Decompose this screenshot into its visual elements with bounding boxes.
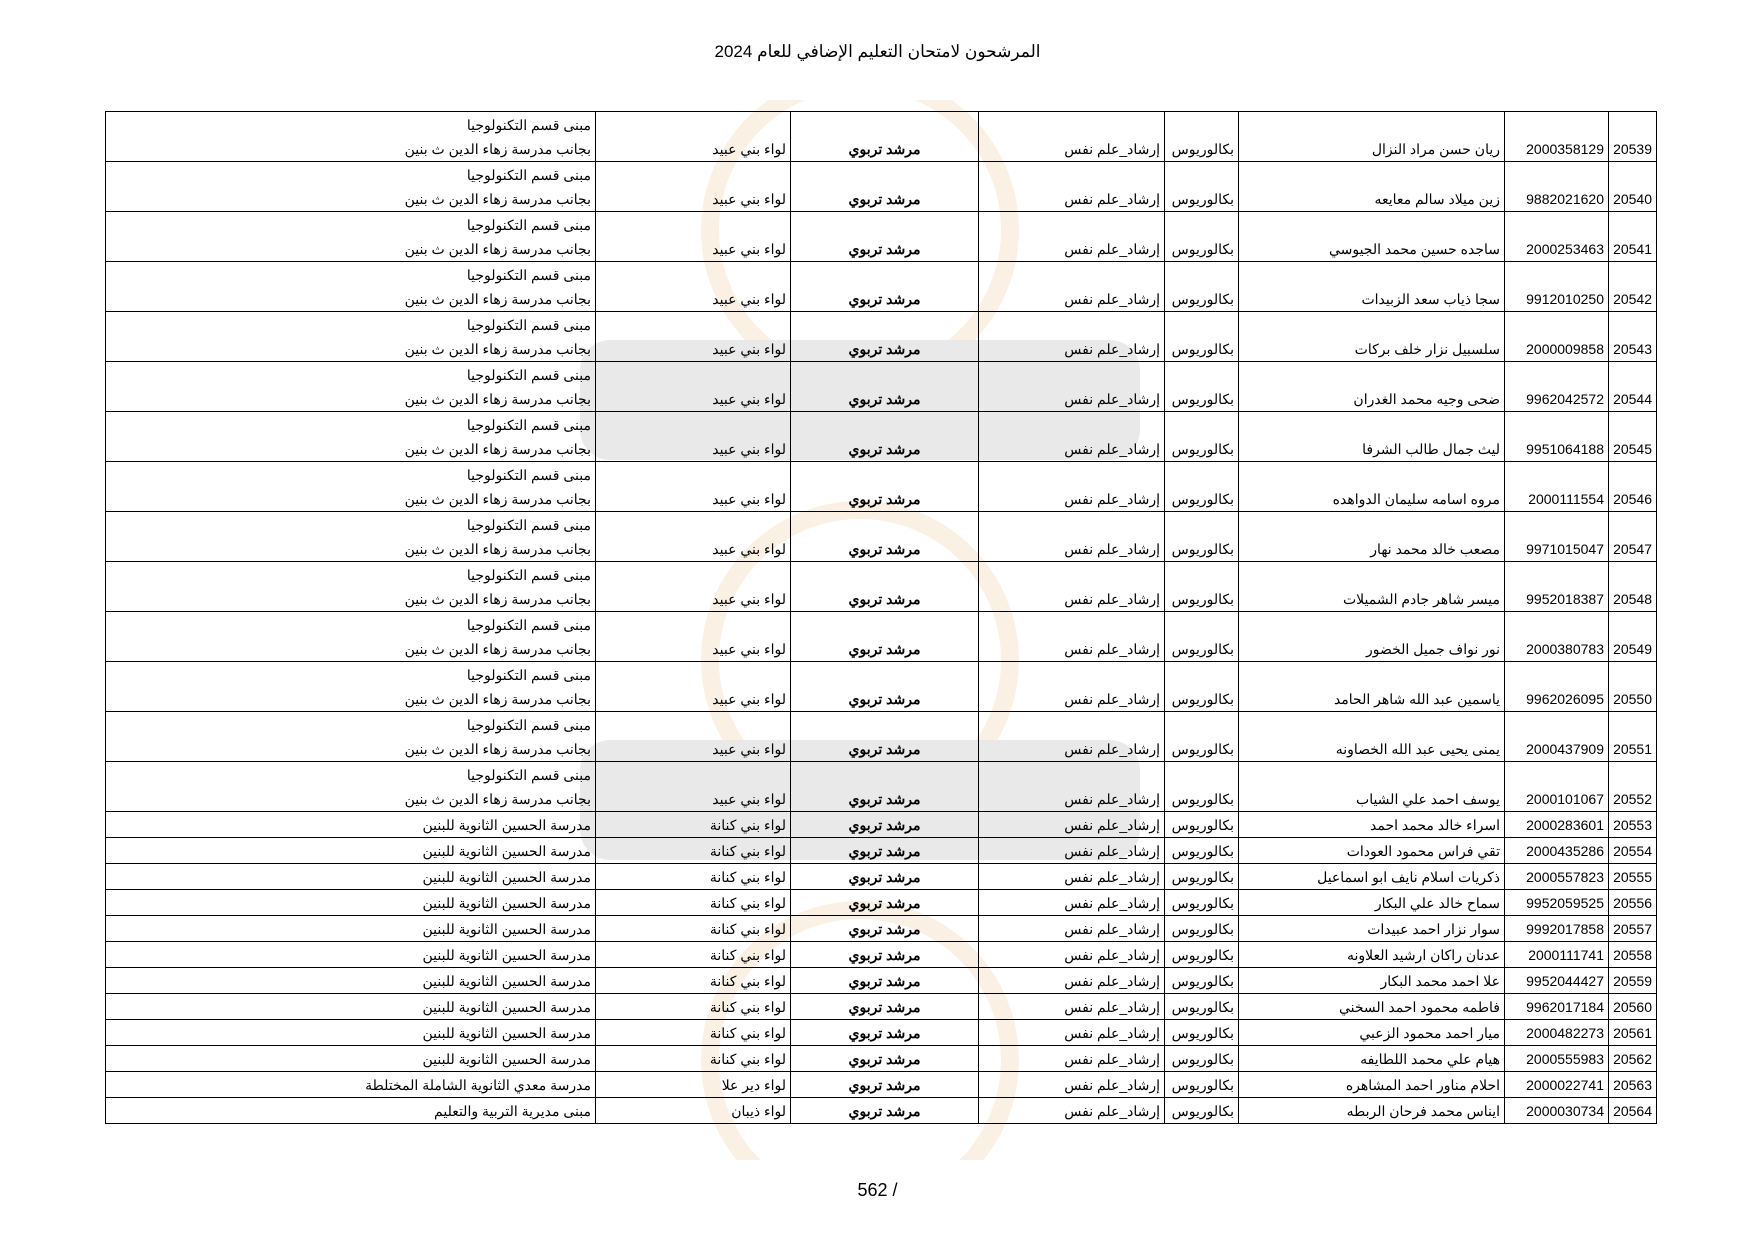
specialization-cell: إرشاد_علم نفس <box>979 412 1165 462</box>
exam-hall-line-2: بجانب مدرسة زهاء الدين ث بنين <box>404 141 591 157</box>
directorate-cell: لواء دير علا <box>596 1072 791 1098</box>
job-title-cell: مرشد تربوي <box>791 864 979 890</box>
specialization-cell: إرشاد_علم نفس <box>979 162 1165 212</box>
national-id-cell: 9962042572 <box>1505 362 1609 412</box>
national-id-cell: 2000437909 <box>1505 712 1609 762</box>
national-id-cell: 2000482273 <box>1505 1020 1609 1046</box>
exam-hall-line-1: مدرسة معدي الثانوية الشاملة المختلطة <box>365 1077 591 1093</box>
table-row <box>106 994 1657 1020</box>
degree-cell: بكالوريوس <box>1165 412 1239 462</box>
exam-hall-line-1: مدرسة الحسين الثانوية للبنين <box>422 895 591 911</box>
degree-cell: بكالوريوس <box>1165 864 1239 890</box>
national-id-cell: 9952018387 <box>1505 562 1609 612</box>
name-cell: نور نواف جميل الخضور <box>1239 612 1505 662</box>
seq-cell: 20539 <box>1609 112 1657 162</box>
job-title-cell: مرشد تربوي <box>791 662 979 712</box>
table-row <box>106 412 1657 462</box>
job-title-cell: مرشد تربوي <box>791 112 979 162</box>
specialization-cell: إرشاد_علم نفس <box>979 112 1165 162</box>
directorate-cell: لواء بني كنانة <box>596 1020 791 1046</box>
exam-hall-line-1: مبنى قسم التكنولوجيا <box>466 617 591 633</box>
specialization-cell: إرشاد_علم نفس <box>979 968 1165 994</box>
candidates-table <box>105 111 1657 1124</box>
national-id-cell: 9971015047 <box>1505 512 1609 562</box>
exam-hall-cell <box>106 662 596 712</box>
directorate-cell: لواء بني عبيد <box>596 612 791 662</box>
job-title-cell: مرشد تربوي <box>791 1072 979 1098</box>
national-id-cell: 2000022741 <box>1505 1072 1609 1098</box>
name-cell: اسراء خالد محمد احمد <box>1239 812 1505 838</box>
seq-cell: 20558 <box>1609 942 1657 968</box>
exam-hall-line-1: مبنى قسم التكنولوجيا <box>466 667 591 683</box>
exam-hall-cell <box>106 362 596 412</box>
specialization-cell: إرشاد_علم نفس <box>979 994 1165 1020</box>
specialization-cell: إرشاد_علم نفس <box>979 916 1165 942</box>
directorate-cell: لواء بني عبيد <box>596 762 791 812</box>
name-cell: ريان حسن مراد النزال <box>1239 112 1505 162</box>
degree-cell: بكالوريوس <box>1165 512 1239 562</box>
specialization-cell: إرشاد_علم نفس <box>979 762 1165 812</box>
national-id-cell: 9962017184 <box>1505 994 1609 1020</box>
directorate-cell: لواء بني عبيد <box>596 162 791 212</box>
exam-hall-line-1: مدرسة الحسين الثانوية للبنين <box>422 843 591 859</box>
table-row <box>106 1072 1657 1098</box>
table-row <box>106 162 1657 212</box>
directorate-cell: لواء بني عبيد <box>596 262 791 312</box>
degree-cell: بكالوريوس <box>1165 562 1239 612</box>
seq-cell: 20550 <box>1609 662 1657 712</box>
table-row <box>106 662 1657 712</box>
exam-hall-line-1: مدرسة الحسين الثانوية للبنين <box>422 921 591 937</box>
exam-hall-cell <box>106 942 596 968</box>
name-cell: يوسف احمد علي الشياب <box>1239 762 1505 812</box>
seq-cell: 20564 <box>1609 1098 1657 1124</box>
table-row <box>106 864 1657 890</box>
national-id-cell: 9952059525 <box>1505 890 1609 916</box>
seq-cell: 20549 <box>1609 612 1657 662</box>
name-cell: عدنان راكان ارشيد العلاونه <box>1239 942 1505 968</box>
degree-cell: بكالوريوس <box>1165 212 1239 262</box>
degree-cell: بكالوريوس <box>1165 712 1239 762</box>
seq-cell: 20541 <box>1609 212 1657 262</box>
national-id-cell: 9882021620 <box>1505 162 1609 212</box>
exam-hall-line-2: بجانب مدرسة زهاء الدين ث بنين <box>404 241 591 257</box>
exam-hall-cell <box>106 968 596 994</box>
exam-hall-line-2: بجانب مدرسة زهاء الدين ث بنين <box>404 741 591 757</box>
directorate-cell: لواء بني كنانة <box>596 890 791 916</box>
table-row <box>106 942 1657 968</box>
exam-hall-line-1: مبنى قسم التكنولوجيا <box>466 217 591 233</box>
name-cell: تقي فراس محمود العودات <box>1239 838 1505 864</box>
degree-cell: بكالوريوس <box>1165 1098 1239 1124</box>
table-row <box>106 890 1657 916</box>
specialization-cell: إرشاد_علم نفس <box>979 838 1165 864</box>
degree-cell: بكالوريوس <box>1165 612 1239 662</box>
specialization-cell: إرشاد_علم نفس <box>979 312 1165 362</box>
degree-cell: بكالوريوس <box>1165 262 1239 312</box>
specialization-cell: إرشاد_علم نفس <box>979 212 1165 262</box>
national-id-cell: 2000283601 <box>1505 812 1609 838</box>
exam-hall-line-1: مدرسة الحسين الثانوية للبنين <box>422 869 591 885</box>
exam-hall-line-1: مدرسة الحسين الثانوية للبنين <box>422 999 591 1015</box>
national-id-cell: 2000557823 <box>1505 864 1609 890</box>
degree-cell: بكالوريوس <box>1165 812 1239 838</box>
directorate-cell: لواء بني عبيد <box>596 712 791 762</box>
exam-hall-cell <box>106 1020 596 1046</box>
job-title-cell: مرشد تربوي <box>791 362 979 412</box>
exam-hall-line-2: بجانب مدرسة زهاء الدين ث بنين <box>404 391 591 407</box>
exam-hall-line-2: بجانب مدرسة زهاء الدين ث بنين <box>404 541 591 557</box>
specialization-cell: إرشاد_علم نفس <box>979 712 1165 762</box>
degree-cell: بكالوريوس <box>1165 162 1239 212</box>
degree-cell: بكالوريوس <box>1165 916 1239 942</box>
directorate-cell: لواء بني عبيد <box>596 362 791 412</box>
name-cell: يمنى يحيى عبد الله الخصاونه <box>1239 712 1505 762</box>
exam-hall-line-2: بجانب مدرسة زهاء الدين ث بنين <box>404 291 591 307</box>
name-cell: ياسمين عبد الله شاهر الحامد <box>1239 662 1505 712</box>
specialization-cell: إرشاد_علم نفس <box>979 362 1165 412</box>
degree-cell: بكالوريوس <box>1165 1046 1239 1072</box>
name-cell: سوار نزار احمد عبيدات <box>1239 916 1505 942</box>
exam-hall-cell <box>106 512 596 562</box>
exam-hall-cell <box>106 916 596 942</box>
job-title-cell: مرشد تربوي <box>791 262 979 312</box>
table-row <box>106 1020 1657 1046</box>
name-cell: علا احمد محمد البكار <box>1239 968 1505 994</box>
national-id-cell: 9912010250 <box>1505 262 1609 312</box>
national-id-cell: 9992017858 <box>1505 916 1609 942</box>
exam-hall-line-2: بجانب مدرسة زهاء الدين ث بنين <box>404 491 591 507</box>
national-id-cell: 9951064188 <box>1505 412 1609 462</box>
exam-hall-line-1: مبنى قسم التكنولوجيا <box>466 117 591 133</box>
exam-hall-cell <box>106 562 596 612</box>
seq-cell: 20559 <box>1609 968 1657 994</box>
degree-cell: بكالوريوس <box>1165 762 1239 812</box>
directorate-cell: لواء بني عبيد <box>596 562 791 612</box>
exam-hall-cell <box>106 212 596 262</box>
seq-cell: 20555 <box>1609 864 1657 890</box>
name-cell: مصعب خالد محمد نهار <box>1239 512 1505 562</box>
degree-cell: بكالوريوس <box>1165 462 1239 512</box>
national-id-cell: 2000111741 <box>1505 942 1609 968</box>
seq-cell: 20540 <box>1609 162 1657 212</box>
job-title-cell: مرشد تربوي <box>791 762 979 812</box>
directorate-cell: لواء بني كنانة <box>596 968 791 994</box>
directorate-cell: لواء بني كنانة <box>596 942 791 968</box>
name-cell: فاطمه محمود احمد السخني <box>1239 994 1505 1020</box>
national-id-cell: 2000380783 <box>1505 612 1609 662</box>
name-cell: ضحى وجيه محمد الغدران <box>1239 362 1505 412</box>
page-number: 562 / <box>857 1180 898 1200</box>
job-title-cell: مرشد تربوي <box>791 512 979 562</box>
exam-hall-cell <box>106 462 596 512</box>
exam-hall-cell <box>106 1046 596 1072</box>
table-row <box>106 312 1657 362</box>
exam-hall-line-1: مدرسة الحسين الثانوية للبنين <box>422 817 591 833</box>
specialization-cell: إرشاد_علم نفس <box>979 1072 1165 1098</box>
job-title-cell: مرشد تربوي <box>791 612 979 662</box>
specialization-cell: إرشاد_علم نفس <box>979 562 1165 612</box>
directorate-cell: لواء بني عبيد <box>596 112 791 162</box>
table-row <box>106 112 1657 162</box>
specialization-cell: إرشاد_علم نفس <box>979 512 1165 562</box>
directorate-cell: لواء بني كنانة <box>596 812 791 838</box>
specialization-cell: إرشاد_علم نفس <box>979 864 1165 890</box>
specialization-cell: إرشاد_علم نفس <box>979 1098 1165 1124</box>
national-id-cell: 9952044427 <box>1505 968 1609 994</box>
seq-cell: 20544 <box>1609 362 1657 412</box>
seq-cell: 20554 <box>1609 838 1657 864</box>
seq-cell: 20557 <box>1609 916 1657 942</box>
national-id-cell: 2000358129 <box>1505 112 1609 162</box>
degree-cell: بكالوريوس <box>1165 994 1239 1020</box>
exam-hall-line-2: بجانب مدرسة زهاء الدين ث بنين <box>404 791 591 807</box>
job-title-cell: مرشد تربوي <box>791 942 979 968</box>
national-id-cell: 2000111554 <box>1505 462 1609 512</box>
exam-hall-cell <box>106 838 596 864</box>
job-title-cell: مرشد تربوي <box>791 916 979 942</box>
exam-hall-cell <box>106 994 596 1020</box>
seq-cell: 20545 <box>1609 412 1657 462</box>
job-title-cell: مرشد تربوي <box>791 712 979 762</box>
degree-cell: بكالوريوس <box>1165 662 1239 712</box>
directorate-cell: لواء بني عبيد <box>596 662 791 712</box>
exam-hall-line-2: بجانب مدرسة زهاء الدين ث بنين <box>404 441 591 457</box>
directorate-cell: لواء بني كنانة <box>596 864 791 890</box>
degree-cell: بكالوريوس <box>1165 890 1239 916</box>
job-title-cell: مرشد تربوي <box>791 312 979 362</box>
job-title-cell: مرشد تربوي <box>791 890 979 916</box>
job-title-cell: مرشد تربوي <box>791 1046 979 1072</box>
exam-hall-line-1: مبنى قسم التكنولوجيا <box>466 367 591 383</box>
exam-hall-line-1: مبنى قسم التكنولوجيا <box>466 467 591 483</box>
page-title: المرشحون لامتحان التعليم الإضافي للعام 2024 <box>714 42 1041 61</box>
directorate-cell: لواء بني عبيد <box>596 212 791 262</box>
national-id-cell: 2000253463 <box>1505 212 1609 262</box>
table-row <box>106 838 1657 864</box>
job-title-cell: مرشد تربوي <box>791 968 979 994</box>
table-row <box>106 712 1657 762</box>
specialization-cell: إرشاد_علم نفس <box>979 812 1165 838</box>
exam-hall-line-2: بجانب مدرسة زهاء الدين ث بنين <box>404 341 591 357</box>
seq-cell: 20546 <box>1609 462 1657 512</box>
job-title-cell: مرشد تربوي <box>791 462 979 512</box>
exam-hall-line-1: مبنى قسم التكنولوجيا <box>466 267 591 283</box>
specialization-cell: إرشاد_علم نفس <box>979 462 1165 512</box>
seq-cell: 20552 <box>1609 762 1657 812</box>
name-cell: زين ميلاد سالم معايعه <box>1239 162 1505 212</box>
exam-hall-cell <box>106 890 596 916</box>
exam-hall-line-1: مبنى مديرية التربية والتعليم <box>434 1103 591 1119</box>
specialization-cell: إرشاد_علم نفس <box>979 1020 1165 1046</box>
name-cell: سماح خالد علي البكار <box>1239 890 1505 916</box>
specialization-cell: إرشاد_علم نفس <box>979 662 1165 712</box>
exam-hall-cell <box>106 1098 596 1124</box>
table-row <box>106 1046 1657 1072</box>
directorate-cell: لواء بني عبيد <box>596 312 791 362</box>
name-cell: ميسر شاهر جادم الشميلات <box>1239 562 1505 612</box>
seq-cell: 20542 <box>1609 262 1657 312</box>
specialization-cell: إرشاد_علم نفس <box>979 890 1165 916</box>
table-row <box>106 562 1657 612</box>
job-title-cell: مرشد تربوي <box>791 838 979 864</box>
table-row <box>106 462 1657 512</box>
directorate-cell: لواء بني كنانة <box>596 838 791 864</box>
seq-cell: 20548 <box>1609 562 1657 612</box>
exam-hall-line-2: بجانب مدرسة زهاء الدين ث بنين <box>404 191 591 207</box>
exam-hall-cell <box>106 312 596 362</box>
table-row <box>106 1098 1657 1124</box>
directorate-cell: لواء بني كنانة <box>596 1046 791 1072</box>
national-id-cell: 2000555983 <box>1505 1046 1609 1072</box>
exam-hall-cell <box>106 712 596 762</box>
exam-hall-cell <box>106 162 596 212</box>
exam-hall-line-1: مبنى قسم التكنولوجيا <box>466 167 591 183</box>
degree-cell: بكالوريوس <box>1165 942 1239 968</box>
specialization-cell: إرشاد_علم نفس <box>979 262 1165 312</box>
name-cell: ميار احمد محمود الزعبي <box>1239 1020 1505 1046</box>
exam-hall-cell <box>106 1072 596 1098</box>
job-title-cell: مرشد تربوي <box>791 994 979 1020</box>
national-id-cell: 2000009858 <box>1505 312 1609 362</box>
table-row <box>106 262 1657 312</box>
seq-cell: 20560 <box>1609 994 1657 1020</box>
exam-hall-cell <box>106 812 596 838</box>
name-cell: هيام علي محمد اللطايفه <box>1239 1046 1505 1072</box>
exam-hall-line-1: مبنى قسم التكنولوجيا <box>466 517 591 533</box>
table-row <box>106 212 1657 262</box>
seq-cell: 20553 <box>1609 812 1657 838</box>
seq-cell: 20551 <box>1609 712 1657 762</box>
name-cell: ايناس محمد فرحان الربطه <box>1239 1098 1505 1124</box>
degree-cell: بكالوريوس <box>1165 968 1239 994</box>
exam-hall-line-2: بجانب مدرسة زهاء الدين ث بنين <box>404 691 591 707</box>
degree-cell: بكالوريوس <box>1165 838 1239 864</box>
name-cell: سلسبيل نزار خلف بركات <box>1239 312 1505 362</box>
table-row <box>106 362 1657 412</box>
exam-hall-line-1: مدرسة الحسين الثانوية للبنين <box>422 947 591 963</box>
table-row <box>106 512 1657 562</box>
degree-cell: بكالوريوس <box>1165 1020 1239 1046</box>
table-row <box>106 762 1657 812</box>
exam-hall-line-1: مدرسة الحسين الثانوية للبنين <box>422 973 591 989</box>
directorate-cell: لواء ذيبان <box>596 1098 791 1124</box>
job-title-cell: مرشد تربوي <box>791 562 979 612</box>
exam-hall-line-1: مبنى قسم التكنولوجيا <box>466 567 591 583</box>
exam-hall-line-1: مبنى قسم التكنولوجيا <box>466 417 591 433</box>
seq-cell: 20561 <box>1609 1020 1657 1046</box>
specialization-cell: إرشاد_علم نفس <box>979 612 1165 662</box>
job-title-cell: مرشد تربوي <box>791 162 979 212</box>
table-row <box>106 916 1657 942</box>
degree-cell: بكالوريوس <box>1165 1072 1239 1098</box>
table-row <box>106 612 1657 662</box>
name-cell: ذكريات اسلام نايف ابو اسماعيل <box>1239 864 1505 890</box>
exam-hall-line-1: مدرسة الحسين الثانوية للبنين <box>422 1025 591 1041</box>
table-row <box>106 812 1657 838</box>
specialization-cell: إرشاد_علم نفس <box>979 942 1165 968</box>
seq-cell: 20543 <box>1609 312 1657 362</box>
job-title-cell: مرشد تربوي <box>791 1020 979 1046</box>
seq-cell: 20556 <box>1609 890 1657 916</box>
job-title-cell: مرشد تربوي <box>791 1098 979 1124</box>
exam-hall-line-1: مبنى قسم التكنولوجيا <box>466 717 591 733</box>
national-id-cell: 9962026095 <box>1505 662 1609 712</box>
exam-hall-cell <box>106 612 596 662</box>
seq-cell: 20563 <box>1609 1072 1657 1098</box>
exam-hall-line-2: بجانب مدرسة زهاء الدين ث بنين <box>404 591 591 607</box>
degree-cell: بكالوريوس <box>1165 112 1239 162</box>
seq-cell: 20547 <box>1609 512 1657 562</box>
degree-cell: بكالوريوس <box>1165 362 1239 412</box>
exam-hall-cell <box>106 412 596 462</box>
exam-hall-cell <box>106 262 596 312</box>
degree-cell: بكالوريوس <box>1165 312 1239 362</box>
directorate-cell: لواء بني عبيد <box>596 412 791 462</box>
national-id-cell: 2000101067 <box>1505 762 1609 812</box>
name-cell: ساجده حسين محمد الجيوسي <box>1239 212 1505 262</box>
seq-cell: 20562 <box>1609 1046 1657 1072</box>
name-cell: سجا ذياب سعد الزبيدات <box>1239 262 1505 312</box>
exam-hall-line-1: مدرسة الحسين الثانوية للبنين <box>422 1051 591 1067</box>
specialization-cell: إرشاد_علم نفس <box>979 1046 1165 1072</box>
exam-hall-line-2: بجانب مدرسة زهاء الدين ث بنين <box>404 641 591 657</box>
national-id-cell: 2000030734 <box>1505 1098 1609 1124</box>
exam-hall-line-1: مبنى قسم التكنولوجيا <box>466 767 591 783</box>
directorate-cell: لواء بني كنانة <box>596 994 791 1020</box>
name-cell: احلام مناور احمد المشاهره <box>1239 1072 1505 1098</box>
directorate-cell: لواء بني عبيد <box>596 462 791 512</box>
national-id-cell: 2000435286 <box>1505 838 1609 864</box>
exam-hall-cell <box>106 864 596 890</box>
name-cell: مروه اسامه سليمان الدواهده <box>1239 462 1505 512</box>
exam-hall-cell <box>106 762 596 812</box>
exam-hall-line-1: مبنى قسم التكنولوجيا <box>466 317 591 333</box>
job-title-cell: مرشد تربوي <box>791 212 979 262</box>
exam-hall-cell <box>106 112 596 162</box>
job-title-cell: مرشد تربوي <box>791 412 979 462</box>
table-row <box>106 968 1657 994</box>
directorate-cell: لواء بني كنانة <box>596 916 791 942</box>
name-cell: ليث جمال طالب الشرفا <box>1239 412 1505 462</box>
job-title-cell: مرشد تربوي <box>791 812 979 838</box>
directorate-cell: لواء بني عبيد <box>596 512 791 562</box>
